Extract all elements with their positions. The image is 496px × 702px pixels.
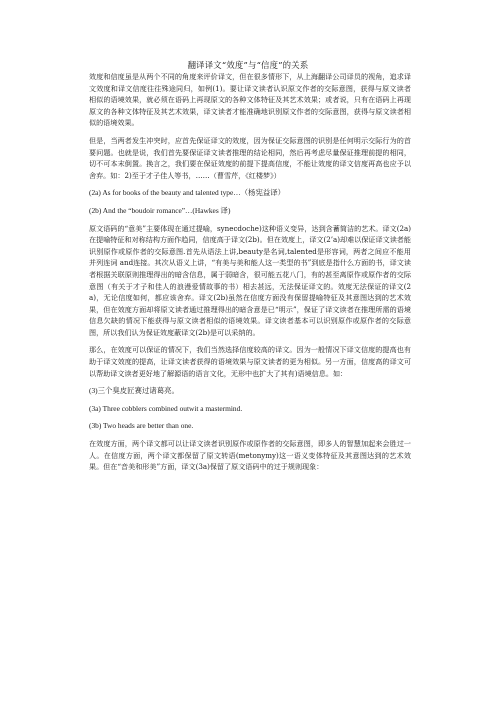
example-2a: (2a) As for books of the beauty and talented type…（杨宪益译） [89, 188, 286, 198]
paragraph-3: 原文语码的“意美”主要体现在通过提喻，synecdoche)这种语义变异，达到含蓄简洁的艺术。译文(2a)在提喻特征和对称结构方面作趋同，信度高于译文(2b)。但在效度上，译文(2’a)却难以保证译文读者能识别原作或原作者的交际意图.首先从语法上讲,beauty是名词,talented是形容词，两者之间应不能用并列连词 and连接。其次从语义上讲，“有美与美和能人这一类型的书”到底是指什么方面的书，译文读者根据关联原则推理得出的暗含信息，属于弱暗含，很可能五花八门，有的甚至离原作或原作者的交际意图（有关于才子和佳人的浪漫爱情故事的书）相去甚远，无法保证译文的。效度无法保证的译文(2a)，无论信度如何，都应该舍弃。译文(2b)虽然在信度方面没有保留提喻特征及其意图达到的艺术效果，但在效度方面却将原文读者通过推理得出的暗含意是已“明示”，保证了译文读者在推理所需的语境信息欠缺的情况下能获得与原文读者相似的语境效果。译文读者基本可以识别原作或原作者的交际意图，所以我们认为保证效度蔽译文(2b)是可以采纳的。 [89, 223, 411, 337]
paragraph-4: 那么，在效度可以保证的情况下，我们当然选择信度较高的译文。因为一般情况下译文信度的提高也有助于译文效度的提高，让译文读者获得的语境效果与原文读者的更为相似。另一方面，信度高的译文可以帮助译文读者更好地了解源语的语言文化，无形中也扩大了其有)语境信息。如： [89, 345, 411, 378]
example-3: (3)三个臭皮匠赛过诸葛亮。 [89, 386, 179, 396]
paragraph-1: 效度和信度虽是从两个不同的角度来评价译文，但在很多情形下，从上海翻译公司译员的视角，追求译文效度和译文信度往往殊途同归，如例(1)。要让译文读者认识原文作者的交际意图，获得与原文读者相似的语境效果，就必须在语码上再现原文的各种文体特征及其艺术效果；或者说，只有在语码上再现原文的各种文体特征及其艺术效果，译文读者才能准确地识别原文作者的交际意图，获得与原文读者相似的语境效果。 [89, 72, 411, 128]
example-2b: (2b) And the “boudoir romance”…(Hawkes 译) [89, 205, 231, 215]
document-title: 翻译译文“效度”与“信度”的关系 [187, 60, 309, 70]
paragraph-2: 但是，当两者发生冲突时，应首先保证译文的效度，因为保证交际意图的识别是任何明示交际行为的首要问题。也就是说，我们首先要保证译文读者推理的结论相同，然后再考虑尽量保证推理前提的相同，切不可本末倒置。换言之，我们要在保证效度的前提下提高信度，不能让效度的译文信度再高也应予以舍弃。如：2)至于才子佳人等书，……（曹雪芹，《红楼梦》） [89, 135, 411, 180]
example-3b: (3b) Two heads are better than one. [89, 421, 194, 431]
example-3a: (3a) Three cobblers combined outwit a mastermind. [89, 403, 243, 413]
document-body [89, 71, 411, 479]
paragraph-5: 在效度方面，两个译文都可以让译文读者识别原作或原作者的交际意图，即多人的智慧加起来会胜过一人。在信度方面，两个译文都保留了原文转语(metonymy)这一语义变体特征及其意图达到的艺术效果。但在“音美和形美”方面，译文(3a)保留了原文语码中的过于规则现象： [89, 439, 411, 472]
